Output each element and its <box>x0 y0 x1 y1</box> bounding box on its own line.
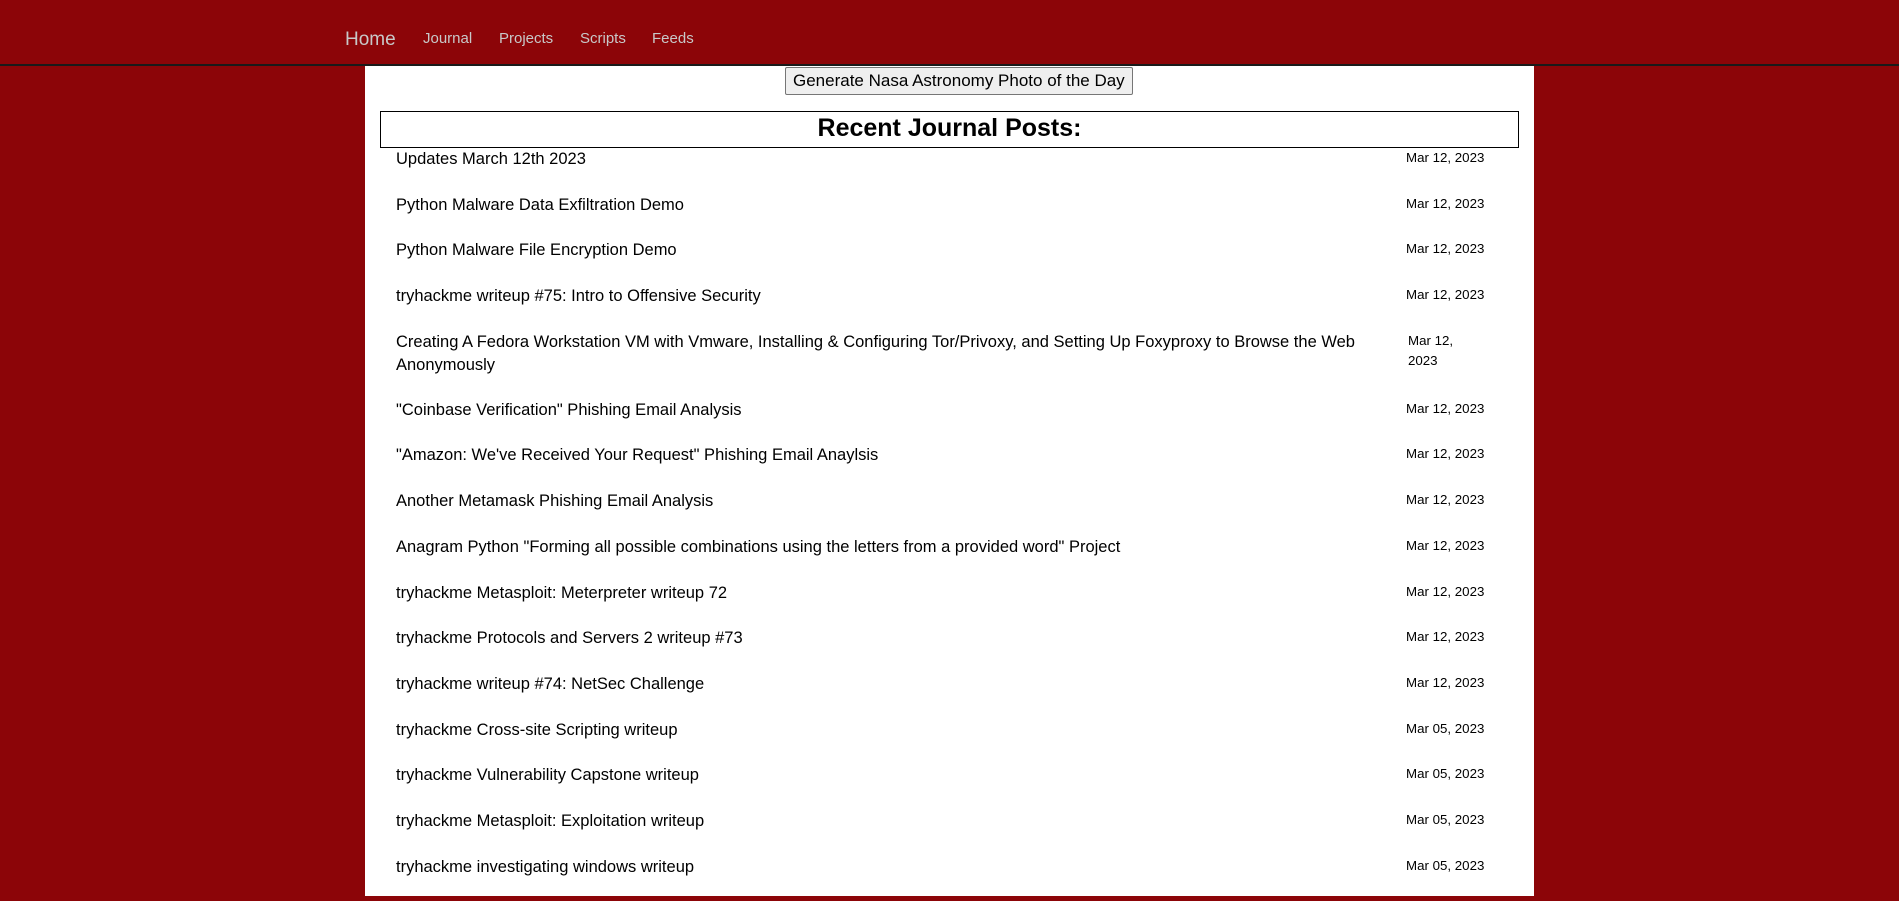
journal-post-list <box>396 148 1496 901</box>
journal-post-link[interactable]: tryhackme investigating windows writeup <box>396 857 695 876</box>
nav-feeds[interactable]: Feeds <box>652 30 694 47</box>
journal-post-date: Mar 12, 2023 <box>1406 446 1485 462</box>
journal-post-date: Mar 12, 2023 <box>1406 629 1485 645</box>
journal-post-link[interactable]: "Amazon: We've Received Your Request" Phishing Email Anaylsis <box>396 446 879 465</box>
journal-post-row <box>396 331 1496 399</box>
journal-post-date: Mar 12, 2023 <box>1406 400 1485 416</box>
journal-post-link[interactable]: tryhackme Protocols and Servers 2 writeup #73 <box>396 629 743 648</box>
journal-post-row <box>396 673 1496 719</box>
journal-post-row <box>396 627 1496 673</box>
journal-post-row <box>396 536 1496 582</box>
journal-post-link[interactable]: Creating A Fedora Workstation VM with Vmware, Installing & Configuring Tor/Privoxy, and Setting Up Foxyproxy to Browse the Web Anonymously <box>396 332 1355 374</box>
journal-post-link[interactable]: Python Malware File Encryption Demo <box>396 241 677 260</box>
journal-post-date: Mar 05, 2023 <box>1406 766 1485 782</box>
journal-post-date: Mar 12, 2023 <box>1406 537 1485 553</box>
nav-projects[interactable]: Projects <box>499 30 554 47</box>
journal-post-row <box>396 239 1496 285</box>
journal-post-date: Mar 12, 2023 <box>1406 150 1485 165</box>
journal-post-date: Mar 12, 2023 <box>1406 241 1485 257</box>
journal-post-date: Mar 12, 2023 <box>1408 332 1454 368</box>
recent-posts-heading: Recent Journal Posts: <box>380 111 1519 148</box>
journal-post-row <box>396 444 1496 490</box>
journal-post-date: Mar 05, 2023 <box>1406 811 1485 827</box>
nav-scripts[interactable]: Scripts <box>580 30 626 47</box>
nav-journal[interactable]: Journal <box>423 30 473 47</box>
journal-post-row <box>396 194 1496 240</box>
journal-post-link[interactable]: tryhackme writeup #74: NetSec Challenge <box>396 674 705 693</box>
journal-post-link[interactable]: tryhackme Vulnerability Capstone writeup <box>396 766 699 785</box>
journal-post-date: Mar 12, 2023 <box>1406 287 1485 303</box>
journal-post-link[interactable]: tryhackme Metasploit: Exploitation writeup <box>396 811 705 830</box>
journal-post-date: Mar 05, 2023 <box>1406 720 1485 736</box>
journal-post-date: Mar 12, 2023 <box>1406 674 1485 690</box>
journal-post-link[interactable]: "Coinbase Verification" Phishing Email Analysis <box>396 400 742 419</box>
journal-post-link[interactable]: Updates March 12th 2023 <box>396 150 586 168</box>
journal-post-row <box>396 490 1496 536</box>
journal-post-link[interactable]: tryhackme Metasploit: Meterpreter writeup 72 <box>396 583 728 602</box>
journal-post-date: Mar 12, 2023 <box>1406 492 1485 508</box>
journal-post-link[interactable]: Anagram Python "Forming all possible combinations using the letters from a provided word" Project <box>396 537 1121 556</box>
journal-post-row <box>396 285 1496 331</box>
journal-post-row <box>396 764 1496 810</box>
journal-post-row <box>396 856 1496 901</box>
journal-post-date: Mar 05, 2023 <box>1406 857 1485 873</box>
journal-post-row <box>396 719 1496 765</box>
journal-post-link[interactable]: tryhackme Cross-site Scripting writeup <box>396 720 678 739</box>
journal-post-row <box>396 399 1496 445</box>
top-nav <box>0 0 1899 66</box>
journal-post-row <box>396 810 1496 856</box>
journal-post-link[interactable]: Another Metamask Phishing Email Analysis <box>396 492 714 511</box>
journal-post-row <box>396 148 1496 194</box>
content-panel <box>365 66 1534 896</box>
journal-post-date: Mar 12, 2023 <box>1406 583 1485 599</box>
journal-post-date: Mar 12, 2023 <box>1406 195 1485 211</box>
journal-post-link[interactable]: tryhackme writeup #75: Intro to Offensive Security <box>396 287 761 306</box>
journal-post-row <box>396 582 1496 628</box>
generate-apod-button[interactable]: Generate Nasa Astronomy Photo of the Day <box>785 67 1133 95</box>
journal-post-link[interactable]: Python Malware Data Exfiltration Demo <box>396 195 684 214</box>
nav-home[interactable]: Home <box>345 29 396 50</box>
